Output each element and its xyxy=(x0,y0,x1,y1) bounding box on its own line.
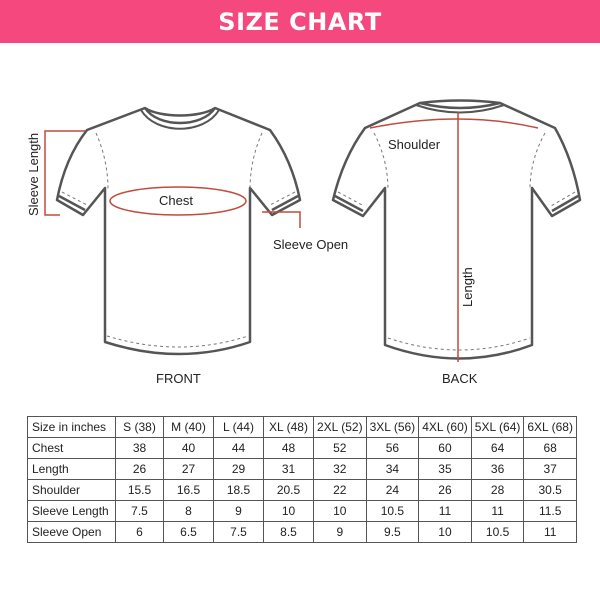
table-cell: 9 xyxy=(314,522,367,543)
chest-label: Chest xyxy=(159,193,193,208)
table-cell: 34 xyxy=(366,459,419,480)
row-label: Sleeve Open xyxy=(28,522,116,543)
table-cell: 7.5 xyxy=(116,501,164,522)
table-cell: 27 xyxy=(164,459,214,480)
back-view-label: BACK xyxy=(442,371,478,386)
table-row xyxy=(28,501,577,522)
table-cell: 20.5 xyxy=(264,480,314,501)
corner-header: Size in inches xyxy=(28,417,116,438)
back-tshirt-icon xyxy=(333,101,580,359)
table-cell: 44 xyxy=(214,438,264,459)
size-table xyxy=(27,416,577,543)
table-cell: 36 xyxy=(471,459,524,480)
table-cell: 11.5 xyxy=(524,501,577,522)
table-cell: 32 xyxy=(314,459,367,480)
table-cell: 10 xyxy=(419,522,472,543)
table-cell: 8 xyxy=(164,501,214,522)
table-row xyxy=(28,522,577,543)
tshirt-illustrations xyxy=(0,43,600,393)
size-header: 5XL (64) xyxy=(471,417,524,438)
sleeve-open-label: Sleeve Open xyxy=(273,237,349,252)
table-cell: 8.5 xyxy=(264,522,314,543)
table-cell: 56 xyxy=(366,438,419,459)
table-cell: 60 xyxy=(419,438,472,459)
table-cell: 31 xyxy=(264,459,314,480)
table-cell: 11 xyxy=(471,501,524,522)
table-cell: 28 xyxy=(471,480,524,501)
row-label: Chest xyxy=(28,438,116,459)
table-cell: 9 xyxy=(214,501,264,522)
table-row xyxy=(28,459,577,480)
size-header: S (38) xyxy=(116,417,164,438)
table-cell: 29 xyxy=(214,459,264,480)
table-cell: 38 xyxy=(116,438,164,459)
size-header: XL (48) xyxy=(264,417,314,438)
row-label: Length xyxy=(28,459,116,480)
table-cell: 35 xyxy=(419,459,472,480)
table-cell: 40 xyxy=(164,438,214,459)
table-cell: 10 xyxy=(264,501,314,522)
table-cell: 11 xyxy=(524,522,577,543)
table-cell: 18.5 xyxy=(214,480,264,501)
length-label: Length xyxy=(460,267,475,307)
sleeve-length-label: Sleeve Length xyxy=(26,132,41,216)
table-cell: 24 xyxy=(366,480,419,501)
table-cell: 11 xyxy=(419,501,472,522)
table-cell: 37 xyxy=(524,459,577,480)
table-cell: 10.5 xyxy=(471,522,524,543)
table-cell: 26 xyxy=(116,459,164,480)
front-view-label: FRONT xyxy=(156,371,201,386)
size-header: 2XL (52) xyxy=(314,417,367,438)
size-header: 3XL (56) xyxy=(366,417,419,438)
table-cell: 16.5 xyxy=(164,480,214,501)
table-cell: 15.5 xyxy=(116,480,164,501)
table-cell: 48 xyxy=(264,438,314,459)
table-row xyxy=(28,438,577,459)
table-cell: 6 xyxy=(116,522,164,543)
table-cell: 10.5 xyxy=(366,501,419,522)
row-label: Sleeve Length xyxy=(28,501,116,522)
size-header: L (44) xyxy=(214,417,264,438)
table-cell: 9.5 xyxy=(366,522,419,543)
shoulder-label: Shoulder xyxy=(388,137,441,152)
size-header: M (40) xyxy=(164,417,214,438)
table-cell: 22 xyxy=(314,480,367,501)
table-cell: 30.5 xyxy=(524,480,577,501)
table-row xyxy=(28,480,577,501)
table-cell: 68 xyxy=(524,438,577,459)
page-title: SIZE CHART xyxy=(218,7,382,36)
table-cell: 64 xyxy=(471,438,524,459)
table-cell: 10 xyxy=(314,501,367,522)
table-header-row xyxy=(28,417,577,438)
table-cell: 7.5 xyxy=(214,522,264,543)
title-banner xyxy=(0,0,600,43)
front-tshirt-icon xyxy=(57,108,300,354)
size-header: 6XL (68) xyxy=(524,417,577,438)
table-cell: 26 xyxy=(419,480,472,501)
table-cell: 52 xyxy=(314,438,367,459)
row-label: Shoulder xyxy=(28,480,116,501)
table-cell: 6.5 xyxy=(164,522,214,543)
size-header: 4XL (60) xyxy=(419,417,472,438)
